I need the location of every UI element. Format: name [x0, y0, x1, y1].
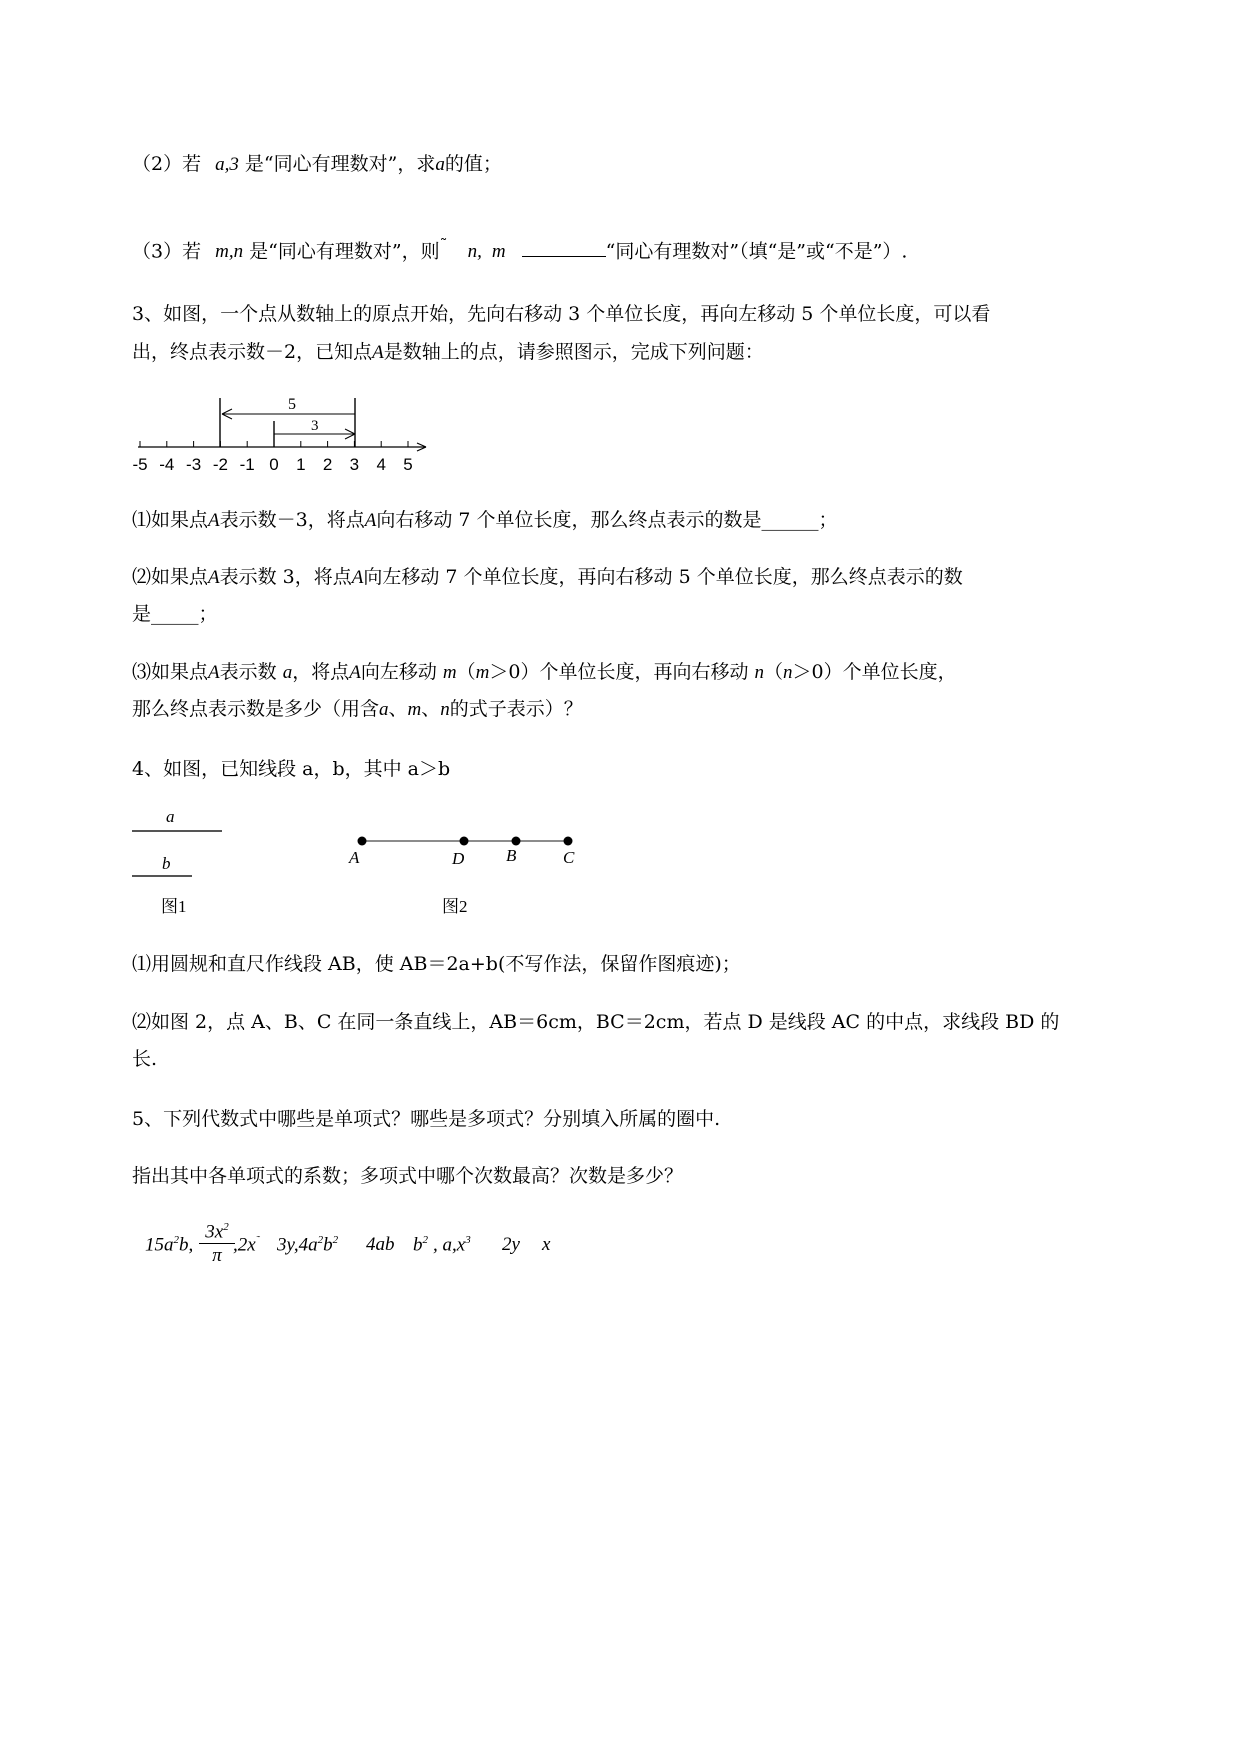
point-d-label: D [452, 849, 465, 868]
number-line-tick-label: -5 [132, 455, 148, 474]
q3-sub1-end: ； [818, 509, 838, 531]
expr-term-8: x [542, 1234, 551, 1255]
q3-var-a: A [372, 342, 384, 363]
q3-line1: 3、如图，一个点从数轴上的原点开始，先向右移动 3 个单位长度，再向左移动 5 个单位长度，可以看 [132, 303, 991, 325]
q3-sub2-b: 表示数 3，将点 [219, 566, 352, 588]
number-line-diagram [128, 388, 438, 478]
q2-sub3-pair2b: m [491, 241, 506, 263]
number-line-tick-label: -2 [212, 455, 228, 474]
figure-2-caption: 图2 [442, 897, 468, 916]
q3-sub2 [132, 563, 963, 592]
q2-sub2-pair: a,3 [215, 154, 239, 175]
number-line-tick-label: 2 [322, 455, 333, 474]
q3-var-m: m [407, 699, 422, 720]
q3-sub3-line2 [132, 695, 583, 724]
number-line-tick-label: -4 [159, 455, 175, 474]
q3-sub3-e: （ [456, 661, 476, 683]
q3-var-a: A [349, 662, 361, 683]
q3-var-n: n [440, 699, 450, 720]
number-line-tick-label: -3 [186, 455, 202, 474]
q2-sub3-number: （3）若 [132, 240, 202, 263]
q2-sub3-text: 是“同心有理数对”，则 [243, 240, 440, 263]
q2-sub3-pair2a: n, [467, 241, 482, 263]
q2-sub3-end: “同心有理数对”（填“是”或“不是”）. [605, 240, 908, 263]
q3-var-a: A [208, 510, 220, 531]
q4-title: 4、如图，已知线段 a，b，其中 a＞b [132, 758, 451, 780]
arrow-long-label: 5 [288, 396, 296, 413]
q3-sub1-c: 向右移动 7 个单位长度，那么终点表示的数是 [376, 509, 762, 531]
expr-term-7: 2y [502, 1234, 520, 1255]
separator: 、 [388, 698, 408, 720]
answer-blank[interactable]: _____ [151, 603, 199, 625]
point-a-label: A [349, 848, 360, 867]
q3-sub3-d: 向左移动 [360, 661, 437, 683]
point-c [564, 837, 573, 846]
q3-var-a: A [208, 662, 220, 683]
q4-sub1: ⑴用圆规和直尺作线段 AB，使 AB＝2a+b(不写作法，保留作图痕迹)； [132, 953, 741, 975]
q3-sub2-line2-end: ； [198, 603, 218, 625]
q3-line2-b: 是数轴上的点，请参照图示，完成下列问题： [383, 341, 764, 363]
point-c-label: C [563, 848, 575, 867]
point-d [460, 837, 469, 846]
number-line-ticks [132, 441, 412, 474]
q3-var-m: m [442, 662, 457, 683]
q2-sub2 [132, 150, 502, 179]
q4-sub2-line1: ⑵如图 2，点 A、B、C 在同一条直线上，AB＝6cm，BC＝2cm，若点 D 是线段 AC 的中点，求线段 BD 的 [132, 1011, 1060, 1033]
expr-term-3: $3y,4a^2b^2$ [277, 1234, 339, 1256]
q3-sub1-b: 表示数－3，将点 [219, 509, 365, 531]
expr-term-6: , $a,x^3$ [433, 1234, 471, 1256]
q3-sub2-c: 向左移动 7 个单位长度，再向右移动 5 个单位长度，那么终点表示的数 [363, 566, 963, 588]
q3-line2 [132, 338, 764, 367]
q3-sub1 [132, 506, 838, 535]
expr-fraction [199, 1216, 235, 1268]
segment-b-label: b [162, 854, 171, 873]
point-a [358, 837, 367, 846]
number-line-axis [138, 443, 426, 451]
q3-sub3-f: （ [764, 661, 784, 683]
expr-term-5: $b^2$ [413, 1234, 428, 1256]
number-line-tick-label: 4 [376, 455, 386, 474]
q3-var-a: A [208, 567, 220, 588]
q3-sub3-c: ，将点 [292, 661, 350, 683]
q3-sub3-a: ⑶如果点 [132, 661, 209, 683]
number-line-tick-label: 3 [349, 455, 360, 474]
q3-sub3-line2-a: 那么终点表示数是多少（用含 [132, 698, 380, 720]
q3-line2-a: 出，终点表示数－2，已知点 [132, 341, 373, 363]
number-line-tick-label: 0 [269, 455, 279, 474]
expr-term-4: 4ab [366, 1234, 395, 1255]
expr-term-1: $15a^2b$, [145, 1234, 194, 1256]
q2-sub2-end: 的值； [444, 153, 502, 175]
q3-var-a-lower: a [379, 699, 389, 720]
q3-sub2-a: ⑵如果点 [132, 566, 209, 588]
q2-sub3-pair: m,n [215, 241, 244, 263]
arrow-short-label: 3 [311, 418, 319, 434]
figure-1-caption: 图1 [161, 897, 187, 916]
q4-figure-1 [128, 800, 238, 920]
number-line-tick-label: -1 [239, 455, 255, 474]
q3-sub3-e2: ＞0）个单位长度，再向右移动 [489, 661, 749, 683]
q3-sub2-line2-text: 是 [132, 603, 152, 625]
separator: 、 [421, 698, 441, 720]
number-line-tick-label: 5 [403, 455, 413, 474]
move-arrows [220, 396, 355, 447]
q3-sub3-f2: ＞0）个单位长度， [792, 661, 957, 683]
q3-var-n: n [783, 662, 793, 683]
q3-var-a-lower: a [282, 662, 293, 683]
answer-blank[interactable] [522, 238, 606, 257]
q5-line2: 指出其中各单项式的系数；多项式中哪个次数最高？次数是多少？ [132, 1165, 684, 1187]
q3-sub3-b: 表示数 [219, 661, 277, 683]
q2-sub3 [132, 231, 907, 266]
segment-a-label: a [166, 807, 175, 826]
q3-var-n: n [754, 662, 764, 683]
fraction-numerator: $3x^2$ [199, 1216, 235, 1244]
point-b [512, 837, 521, 846]
fraction-denominator: π [212, 1245, 222, 1267]
q2-sub2-number: （2）若 [132, 153, 202, 175]
expr-term-2: ,2x˜ [233, 1234, 260, 1256]
q3-sub3 [132, 658, 957, 687]
point-b-label: B [506, 846, 517, 865]
tilde-mark: ˜ [439, 235, 448, 254]
number-line-tick-label: 1 [296, 455, 306, 474]
answer-blank[interactable]: ______ [761, 509, 819, 531]
q2-sub2-text: 是“同心有理数对”，求 [238, 153, 436, 175]
q3-var-m: m [475, 662, 490, 683]
q3-var-a: A [351, 567, 364, 588]
q4-figure-2 [340, 828, 600, 920]
q3-sub3-line2-b: 的式子表示）？ [449, 698, 583, 720]
q3-var-a: A [364, 510, 377, 531]
q2-sub2-var: a [435, 154, 445, 175]
q5-line1: 5、下列代数式中哪些是单项式？哪些是多项式？分别填入所属的圈中. [132, 1108, 721, 1130]
q3-sub2-line2 [132, 600, 218, 628]
q4-sub2-line2: 长. [132, 1048, 158, 1070]
q3-sub1-a: ⑴如果点 [132, 509, 209, 531]
